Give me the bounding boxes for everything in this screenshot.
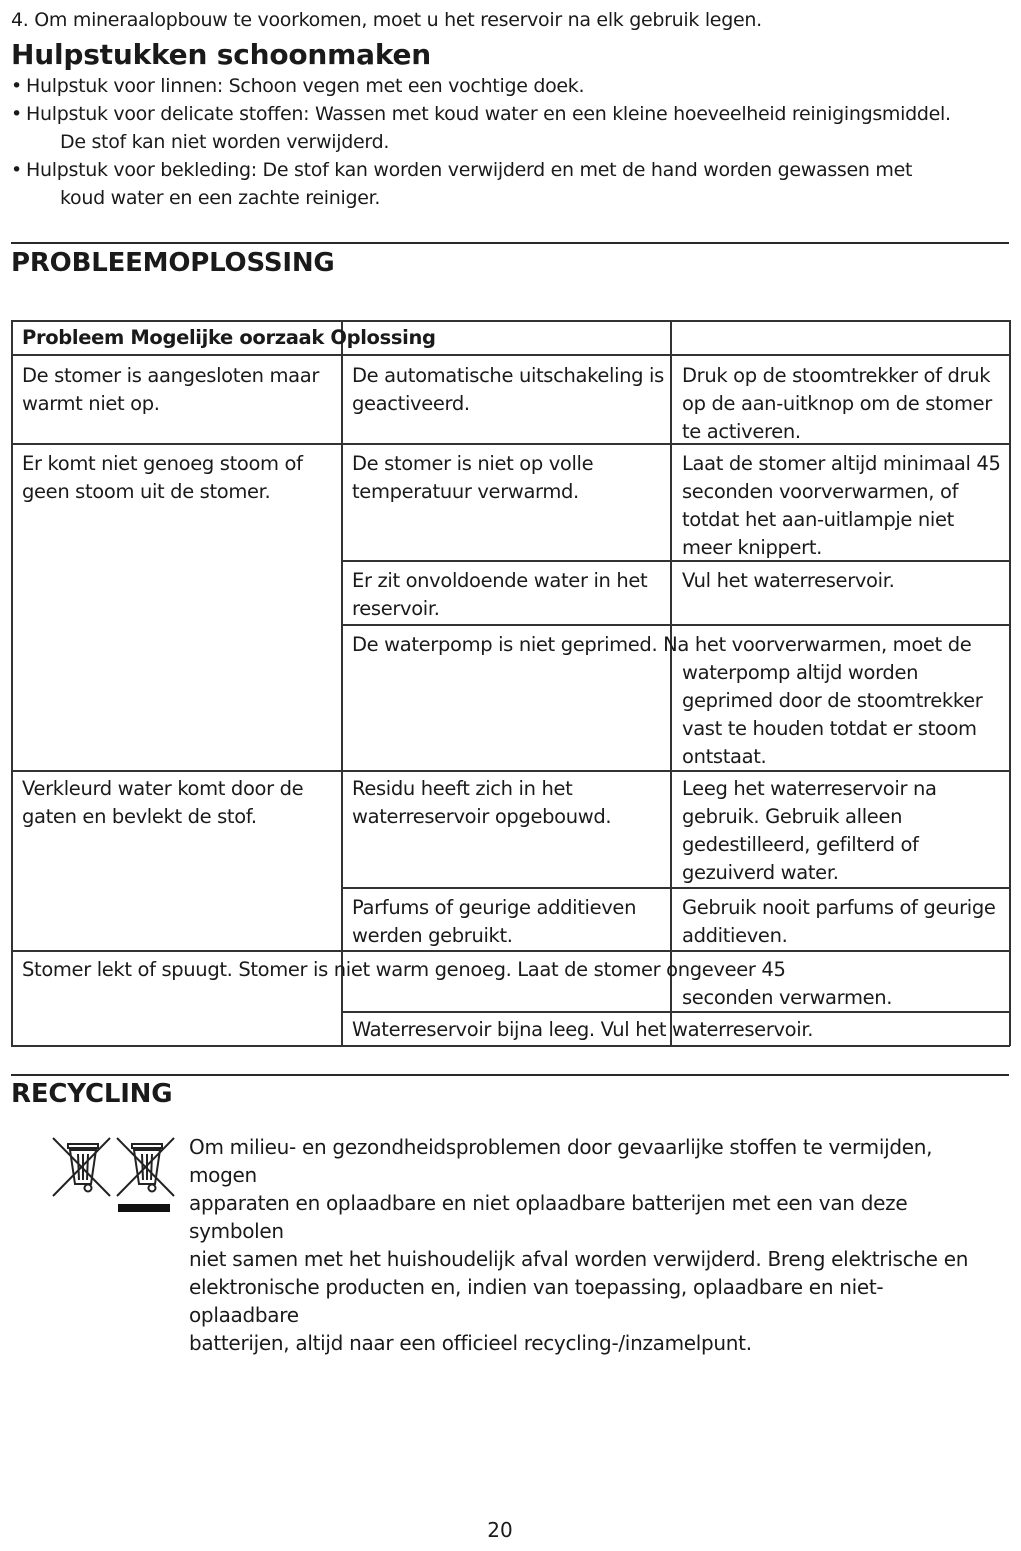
crossed-out-wheelie-bin-with-bar-icon (117, 1138, 174, 1196)
bullet-icon: • (11, 159, 22, 181)
table-header: Probleem Mogelijke oorzaak Oplossing (22, 326, 436, 349)
cause-cell: De waterpomp is niet geprimed. Na het voorverwarmen, moet de (352, 633, 972, 656)
recycling-text: Om milieu- en gezondheidsproblemen door gevaarlijke stoffen te vermijden, mogen apparaten en oplaadbare en niet oplaadbare batterijen met een van deze symbolen niet samen met het huishoudelijk afval worden verwijderd. Breng elektrische en elektronische producten en, indien van toepassing, oplaadbare en niet-oplaadbare batterijen, altijd naar een officieel recycling-/inzamelpunt. (189, 1135, 969, 1355)
cause-cell: Residu heeft zich in het waterreservoir opgebouwd. (352, 777, 612, 828)
problem-cell: De stomer is aangesloten maar warmt niet op. (22, 364, 320, 415)
section-divider (11, 242, 1009, 244)
overflow-row-text: Stomer lekt of spuugt. Stomer is niet warm genoeg. Laat de stomer ongeveer 45 (22, 958, 786, 981)
table-line (670, 320, 672, 1046)
table-line (11, 354, 1010, 356)
cleaning-item-upholstery-cont: koud water en een zachte reiniger. (60, 187, 381, 209)
solution-cell: Vul het waterreservoir. (682, 569, 895, 592)
cleaning-item-delicate: • Hulpstuk voor delicate stoffen: Wassen met koud water en een kleine hoeveelheid reinigingsmiddel. (11, 100, 951, 128)
cleaning-heading: Hulpstukken schoonmaken (11, 38, 432, 71)
table-line (11, 320, 1010, 322)
cleaning-item-upholstery: • Hulpstuk voor bekleding: De stof kan worden verwijderd en met de hand worden gewassen met (11, 156, 912, 184)
solution-cell: Druk op de stoomtrekker of druk op de aan-uitknop om de stomer te activeren. (682, 364, 992, 443)
overflow-row-text: Waterreservoir bijna leeg. Vul het waterreservoir. (352, 1018, 814, 1041)
cleaning-item-linen: • Hulpstuk voor linnen: Schoon vegen met een vochtige doek. (11, 72, 584, 100)
cleaning-item-delicate-cont: De stof kan niet worden verwijderd. (60, 131, 390, 153)
cause-cell: Parfums of geurige additieven werden gebruikt. (352, 896, 637, 947)
instruction-step-4: 4. Om mineraalopbouw te voorkomen, moet u het reservoir na elk gebruik legen. (11, 9, 762, 31)
solution-cell: Leeg het waterreservoir na gebruik. Gebruik alleen gedestilleerd, gefilterd of gezuiverd water. (682, 777, 937, 884)
troubleshooting-heading: PROBLEEMOPLOSSING (11, 248, 335, 278)
solution-cell: seconden verwarmen. (682, 986, 893, 1009)
section-divider (11, 1074, 1009, 1076)
solution-cell: Gebruik nooit parfums of geurige additieven. (682, 896, 996, 947)
solution-cell: Laat de stomer altijd minimaal 45 seconden voorverwarmen, of totdat het aan-uitlampje niet meer knippert. (682, 452, 1001, 559)
cause-cell: De stomer is niet op volle temperatuur verwarmd. (352, 452, 594, 503)
problem-cell: Verkleurd water komt door de gaten en bevlekt de stof. (22, 777, 304, 828)
recycling-heading: RECYCLING (11, 1079, 173, 1109)
table-line (341, 320, 343, 1046)
problem-cell: Er komt niet genoeg stoom of geen stoom uit de stomer. (22, 452, 303, 503)
weee-symbols (48, 1132, 178, 1216)
table-line (11, 1045, 1010, 1047)
cause-cell: Er zit onvoldoende water in het reservoir. (352, 569, 648, 620)
cause-cell: De automatische uitschakeling is geactiveerd. (352, 364, 664, 415)
table-line (341, 624, 1010, 626)
table-line (1009, 320, 1011, 1046)
table-line (11, 950, 1010, 952)
bullet-icon: • (11, 75, 22, 97)
table-line (341, 887, 1010, 889)
bullet-icon: • (11, 103, 22, 125)
solution-cell: waterpomp altijd worden geprimed door de stoomtrekker vast te houden totdat er stoom ontstaat. (682, 661, 983, 768)
page-number: 20 (487, 1518, 513, 1542)
crossed-out-wheelie-bin-icon (53, 1138, 110, 1196)
solid-bar-icon (118, 1204, 170, 1212)
table-line (11, 320, 13, 1046)
